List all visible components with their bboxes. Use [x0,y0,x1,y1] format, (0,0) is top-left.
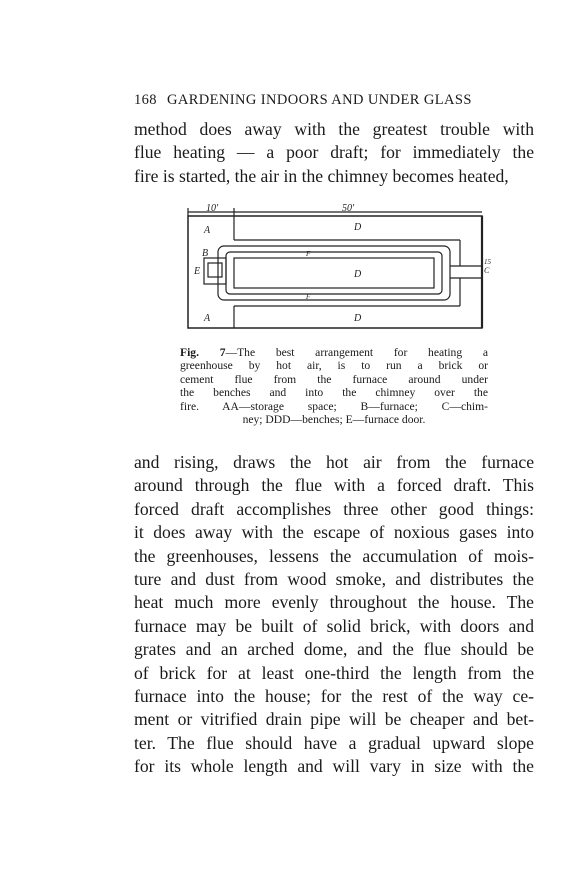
figure-label: Fig. 7 [180,346,226,359]
label-f-bottom: F [306,293,311,301]
furnace [204,258,226,284]
label-d-top: D [354,222,362,233]
page-number: 168 [134,92,157,108]
label-f-top: F [306,250,311,258]
paragraph-top [134,118,534,188]
text-line: furnace may be built of solid brick, with doors and [134,615,534,636]
text-line: the greenhouses, lessens the accumulation of mois- [134,545,534,566]
greenhouse-flue-diagram [182,200,494,340]
text-line: method does away with the greatest trouble with [134,119,534,139]
text-line: of brick for at least one-third the length from the [134,662,534,683]
paragraph-bottom [134,451,534,778]
caption-line: the benches and into the chimney over the [180,386,488,400]
label-a-bottom: A [204,313,211,324]
label-b: B [202,248,209,259]
running-header [134,92,534,109]
text-line: grates and an arched dome, and the flue should be [134,639,534,660]
caption-line: greenhouse by hot air, is to run a brick or [180,359,488,373]
text-line: ture and dust from wood smoke, and distributes the [134,568,534,589]
text-line: around through the flue with a forced draft. This [134,475,534,496]
label-c: C [484,266,490,275]
dim-label-top: 50' [342,203,355,214]
diagram-svg [182,200,494,340]
label-d-middle: D [354,269,362,280]
dim-label-left: 10' [206,203,219,214]
text-line: flue heating — a poor draft; for immediately the [134,142,534,163]
text-line: ment or vitrified drain pipe will be cheaper and bet- [134,709,534,730]
text-line: for its whole length and will vary in size with the [134,756,534,777]
text-line: it does away with the escape of noxious gases into [134,522,534,543]
caption-text: —The best arrangement for heating a [225,346,488,359]
label-a-top: A [204,225,211,236]
flue-outer [218,246,450,300]
furnace-door [208,263,222,277]
label-e: E [194,266,201,277]
text-line: forced draft accomplishes three other good things: [134,498,534,519]
caption-line: cement flue from the furnace around under [180,372,488,386]
bench-center [234,258,434,288]
text-line: heat much more evenly throughout the house. The [134,592,534,613]
text-line: fire is started, the air in the chimney becomes heated, [134,165,509,186]
text-line: ter. The flue should have a gradual upward slope [134,732,534,753]
text-line: and rising, draws the hot air from the furnace [134,452,534,472]
label-d-bottom: D [354,313,362,324]
caption-line [180,346,488,359]
running-title: GARDENING INDOORS AND UNDER GLASS [166,92,472,108]
figure-caption [180,346,488,426]
text-line: furnace into the house; for the rest of the way ce- [134,685,534,706]
house-outline [188,216,482,328]
caption-line: ney; DDD—benches; E—furnace door. [242,412,426,426]
dim-label-right: 15 [484,258,491,266]
caption-line: fire. AA—storage space; B—furnace; C—chim- [180,399,488,413]
